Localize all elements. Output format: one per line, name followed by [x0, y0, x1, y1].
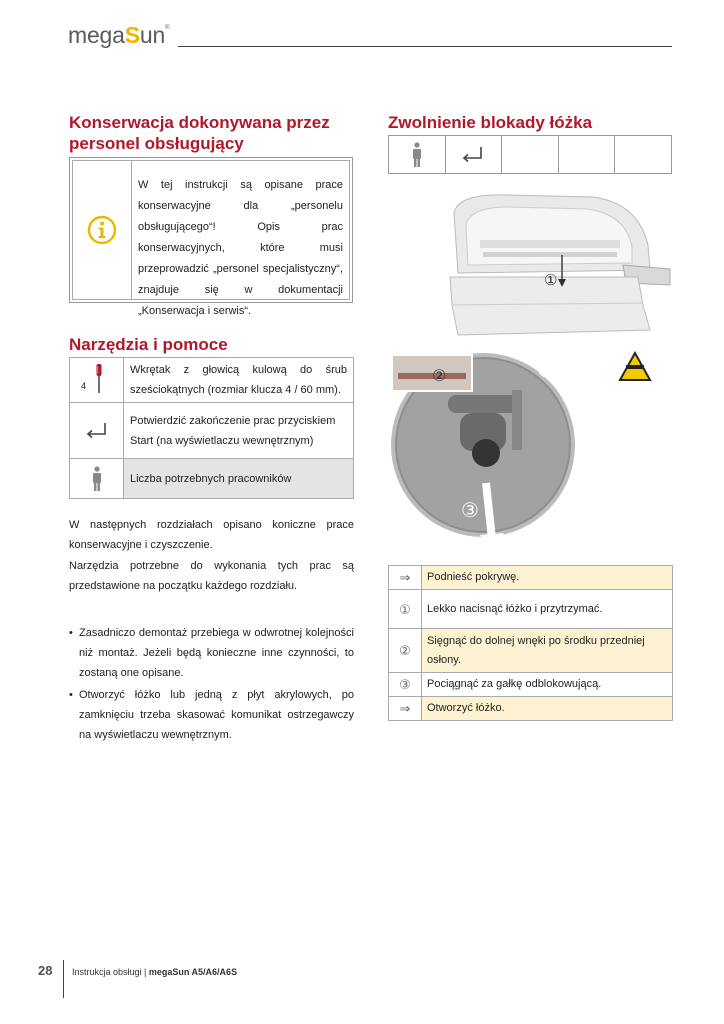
list-item: • Zasadniczo demontaż przebiega w odwrotnej kolejności niż montaż. Jeżeli będą konieczne inne czynności, to zostaną one opisane.: [69, 623, 354, 683]
empty-cell: [614, 136, 671, 173]
bullet-list: [69, 623, 354, 747]
header-rule: [178, 46, 672, 47]
empty-cell: [558, 136, 615, 173]
personnel-grid: [388, 135, 672, 174]
step-symbol: ①: [389, 590, 422, 629]
step-text: Sięgnąć do dolnej wnęki po środku przedniej osłony.: [422, 629, 673, 673]
callout-3: ③: [461, 498, 479, 522]
step-symbol: ③: [389, 673, 422, 697]
footer-text: Instrukcja obsługi | megaSun A5/A6/A6S: [72, 967, 238, 977]
table-row: [389, 673, 673, 697]
section-title-tools: Narzędzia i pomoce: [69, 335, 228, 354]
paragraph: W następnych rozdziałach opisano koniczne prace konserwacyjne i czyszczenie.: [69, 519, 354, 551]
person-icon: [91, 466, 103, 492]
info-text: W tej instrukcji są opisane prace konserwacyjne dla „personelu obsługującego“! Opis prac konserwacyjnych, które musi przeprowadzić „personel specjalistyczny“, znajduje się w dokumentacji „Konserwacja i serwis“.: [138, 179, 343, 317]
step-symbol: ⇒: [389, 566, 422, 590]
table-row: [389, 697, 673, 721]
table-row: [70, 459, 354, 499]
table-row: [70, 403, 354, 459]
callout-2-large: ②: [536, 355, 558, 383]
tool-size-number: 4: [81, 381, 87, 391]
step-symbol: ⇒: [389, 697, 422, 721]
paragraph: Narzędzia potrzebne do wykonania tych prac są przedstawione na początku każdego rozdziału.: [69, 560, 354, 592]
callout-2-small: ②: [432, 366, 447, 385]
empty-cell: [501, 136, 558, 173]
tool-text: Potwierdzić zakończenie prac przyciskiem Start (na wyświetlaczu wewnętrznym): [124, 403, 354, 459]
step-symbol: ②: [389, 629, 422, 673]
info-box: [69, 157, 353, 317]
callout-1: ①: [544, 271, 558, 289]
footer-rule: [63, 960, 64, 998]
section-title-maintenance: Konserwacja dokonywana przez personel obsługujący: [69, 113, 330, 153]
section-title-bed-release: Zwolnienie blokady łóżka: [388, 113, 593, 132]
step-text: Otworzyć łóżko.: [422, 697, 673, 721]
person-icon: [411, 142, 423, 168]
step-text: Lekko nacisnąć łóżko i przytrzymać.: [422, 590, 673, 629]
table-row: [70, 358, 354, 403]
screwdriver-icon: [94, 363, 104, 395]
table-row: [389, 629, 673, 673]
table-row: [389, 590, 673, 629]
brand-logo: megaSun®: [68, 22, 170, 48]
tool-text: Wkrętak z głowicą kulową do śrub sześciokątnych (rozmiar klucza 4 / 60 mm).: [124, 358, 354, 403]
table-row: [389, 566, 673, 590]
tool-text: Liczba potrzebnych pracowników: [124, 459, 354, 499]
tools-table: [69, 357, 354, 499]
enter-key-icon: [461, 146, 485, 164]
steps-table: [388, 565, 673, 721]
step-text: Pociągnąć za gałkę odblokowującą.: [422, 673, 673, 697]
info-icon: [73, 161, 132, 299]
step-text: Podnieść pokrywę.: [422, 566, 673, 590]
enter-key-icon: [85, 422, 109, 440]
solarium-illustration: [388, 185, 672, 555]
page-number: 28: [38, 963, 53, 978]
list-item: • Otworzyć łóżko lub jedną z płyt akrylowych, po zamknięciu trzeba skasować komunikat ostrzegawczy na wyświetlaczu wewnętrznym.: [69, 685, 354, 745]
